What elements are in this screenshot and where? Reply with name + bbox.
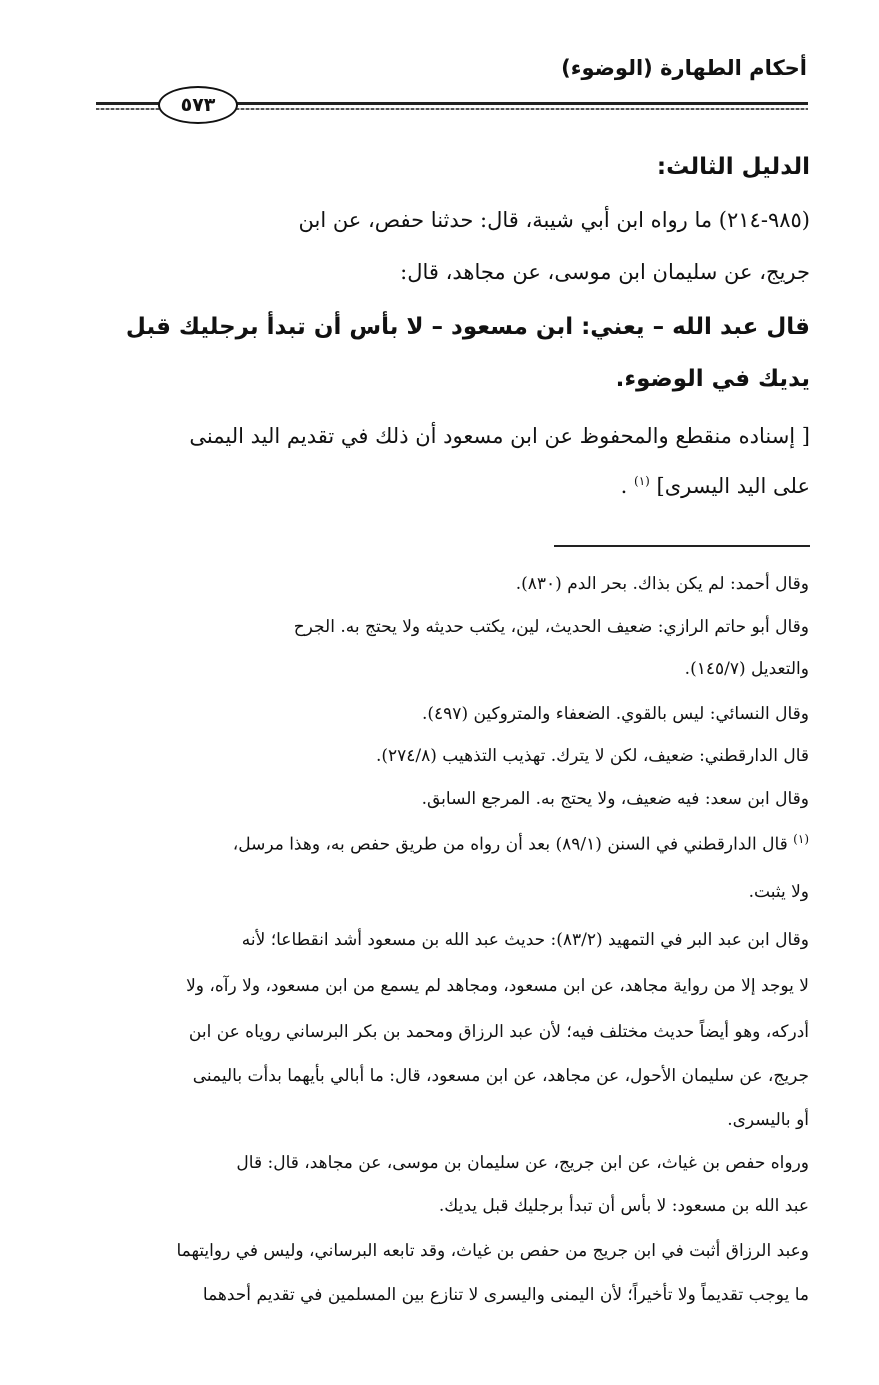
footnote-line: وقال ابن سعد: فيه ضعيف، ولا يحتج به. المرجع السابق. xyxy=(421,789,809,809)
footnote-reference: (١) xyxy=(634,474,650,488)
footnote-line: وقال النسائي: ليس بالقوي. الضعفاء والمتروكين (٤٩٧). xyxy=(422,704,809,724)
section-heading: الدليل الثالث: xyxy=(656,154,810,180)
text-line: (٩٨٥-٢١٤) ما رواه ابن أبي شيبة، قال: حدثنا حفص، عن ابن xyxy=(298,208,810,232)
footnote-line: لا يوجد إلا من رواية مجاهد، عن ابن مسعود، ومجاهد لم يسمع من ابن مسعود، ولا رآه، ولا xyxy=(186,976,809,996)
text-line: جريج، عن سليمان ابن موسى، عن مجاهد، قال: xyxy=(400,260,810,284)
text-line xyxy=(88,474,810,498)
footnote-line xyxy=(69,832,809,855)
footnote-line: أدركه، وهو أيضاً حديث مختلف فيه؛ لأن عبد الرزاق ومحمد بن بكر البرساني روياه عن ابن xyxy=(188,1022,809,1042)
page-number xyxy=(158,86,238,124)
footnote-separator xyxy=(554,545,810,547)
footnote-line: ورواه حفص بن غياث، عن ابن جريج، عن سليمان بن موسى، عن مجاهد، قال: قال xyxy=(236,1153,809,1173)
running-title: أحكام الطهارة (الوضوء) xyxy=(561,56,807,80)
footnote-line: وقال أبو حاتم الرازي: ضعيف الحديث، لين، يكتب حديثه ولا يحتج به. الجرح xyxy=(293,617,809,637)
footnote-line: ما يوجب تقديماً ولا تأخيراً؛ لأن اليمنى واليسرى لا تنازع بين المسلمين في تقديم أحدهما xyxy=(202,1285,809,1305)
end-punct: . xyxy=(620,474,628,498)
footnote-line: جريج، عن سليمان الأحول، عن مجاهد، عن ابن مسعود، قال: ما أبالي بأيهما بدأت باليمنى xyxy=(192,1066,809,1086)
footnote-line: أو باليسرى. xyxy=(727,1110,809,1130)
text-line: [ إسناده منقطع والمحفوظ عن ابن مسعود أن ذلك في تقديم اليد اليمنى xyxy=(189,424,810,448)
footnote-line: وقال ابن عبد البر في التمهيد (٨٣/٢): حديث عبد الله بن مسعود أشد انقطاعا؛ لأنه xyxy=(241,930,809,950)
footnote-line: ولا يثبت. xyxy=(748,882,809,902)
footnote-line: وعبد الرزاق أثبت في ابن جريج من حفص بن غياث، وقد تابعه البرساني، وليس في روايتهما xyxy=(176,1241,809,1261)
footnote-line: وقال أحمد: لم يكن بذاك. بحر الدم (٨٣٠). xyxy=(515,574,809,594)
text-line-content: على اليد اليسرى] xyxy=(656,474,810,498)
page-number-text: ٥٧٣ xyxy=(180,94,216,116)
footnote-line: والتعديل (١٤٥/٧). xyxy=(684,659,809,679)
footnote-line: قال الدارقطني: ضعيف، لكن لا يترك. تهذيب التذهيب (٢٧٤/٨). xyxy=(375,746,809,766)
hadith-line: قال عبد الله – يعني: ابن مسعود – لا بأس أن تبدأ برجليك قبل xyxy=(125,314,810,340)
footnote-text: قال الدارقطني في السنن (٨٩/١) بعد أن رواه من طريق حفص به، وهذا مرسل، xyxy=(232,834,788,855)
hadith-line: يديك في الوضوء. xyxy=(615,366,810,392)
footnote-line: عبد الله بن مسعود: لا بأس أن تبدأ برجليك قبل يديك. xyxy=(438,1196,809,1216)
footnote-marker: (١) xyxy=(793,832,809,846)
